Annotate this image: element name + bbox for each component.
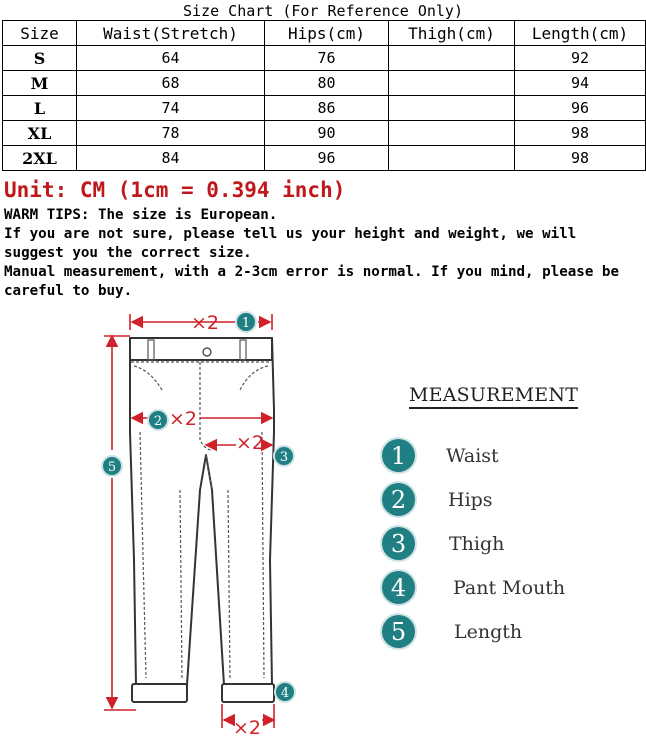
- cell-length: 92: [515, 46, 646, 71]
- cell-length: 98: [515, 146, 646, 171]
- legend-number-badge: 3: [382, 527, 415, 560]
- cell-length: 94: [515, 71, 646, 96]
- svg-text:5: 5: [107, 460, 117, 475]
- legend-item-thigh: [382, 527, 504, 560]
- table-row: [3, 146, 646, 171]
- header-size: Size: [3, 21, 77, 46]
- cell-thigh: [389, 121, 515, 146]
- legend-number-badge: 1: [382, 439, 415, 472]
- header-waist: Waist(Stretch): [77, 21, 265, 46]
- legend-item-hips: [382, 483, 493, 516]
- warm-tips: [4, 206, 644, 301]
- chart-title: Size Chart (For Reference Only): [183, 2, 463, 20]
- jeans-illustration: [130, 338, 274, 702]
- cell-thigh: [389, 71, 515, 96]
- multiplier-label: ×2: [169, 408, 198, 430]
- cell-hips: 96: [265, 146, 389, 171]
- cell-size: L: [3, 96, 77, 121]
- header-thigh: Thigh(cm): [389, 21, 515, 46]
- cell-waist: 64: [77, 46, 265, 71]
- legend-title: MEASUREMENT: [409, 384, 578, 409]
- tip-line: WARM TIPS: The size is European.: [4, 207, 278, 223]
- multiplier-label: ×2: [233, 717, 262, 739]
- marker-3: [274, 446, 294, 466]
- cell-length: 96: [515, 96, 646, 121]
- header-hips: Hips(cm): [265, 21, 389, 46]
- cell-hips: 90: [265, 121, 389, 146]
- svg-text:4: 4: [280, 686, 290, 701]
- cell-hips: 86: [265, 96, 389, 121]
- marker-1: [236, 312, 256, 332]
- cell-thigh: [389, 46, 515, 71]
- cell-size: S: [3, 46, 77, 71]
- cell-hips: 80: [265, 71, 389, 96]
- legend-number-badge: 2: [382, 483, 415, 516]
- legend-label: Pant Mouth: [453, 576, 566, 599]
- cell-length: 98: [515, 121, 646, 146]
- svg-text:2: 2: [153, 414, 163, 429]
- svg-text:3: 3: [279, 450, 289, 465]
- legend-label: Hips: [448, 488, 493, 511]
- marker-5: [102, 456, 122, 476]
- tip-line: If you are not sure, please tell us your height and weight, we will suggest you the correct size.: [4, 226, 585, 261]
- legend-number-badge: 5: [382, 615, 415, 648]
- cell-waist: 84: [77, 146, 265, 171]
- table-row: [3, 71, 646, 96]
- table-row: [3, 96, 646, 121]
- cell-waist: 78: [77, 121, 265, 146]
- cell-size: 2XL: [3, 146, 77, 171]
- legend-label: Length: [454, 620, 523, 643]
- cell-hips: 76: [265, 46, 389, 71]
- size-table: [2, 20, 646, 171]
- table-row: [3, 121, 646, 146]
- cell-thigh: [389, 96, 515, 121]
- legend-number-badge: 4: [382, 571, 415, 604]
- jeans-measurement-diagram: [0, 300, 330, 744]
- cell-waist: 74: [77, 96, 265, 121]
- legend-item-pant-mouth: [382, 571, 565, 604]
- legend-label: Waist: [446, 444, 499, 467]
- multiplier-label: ×2: [236, 432, 265, 454]
- cell-waist: 68: [77, 71, 265, 96]
- marker-4: [275, 682, 295, 702]
- multiplier-label: ×2: [191, 312, 220, 334]
- cell-thigh: [389, 146, 515, 171]
- cell-size: M: [3, 71, 77, 96]
- cell-size: XL: [3, 121, 77, 146]
- legend-item-waist: [382, 439, 499, 472]
- marker-2: [148, 410, 168, 430]
- tip-line: Manual measurement, with a 2-3cm error is normal. If you mind, please be careful to buy.: [4, 264, 628, 299]
- unit-note: Unit: CM (1cm = 0.394 inch): [4, 178, 346, 202]
- table-row: [3, 46, 646, 71]
- legend-item-length: [382, 615, 522, 648]
- table-header-row: [3, 21, 646, 46]
- header-length: Length(cm): [515, 21, 646, 46]
- legend-label: Thigh: [449, 532, 505, 555]
- svg-text:1: 1: [241, 316, 251, 331]
